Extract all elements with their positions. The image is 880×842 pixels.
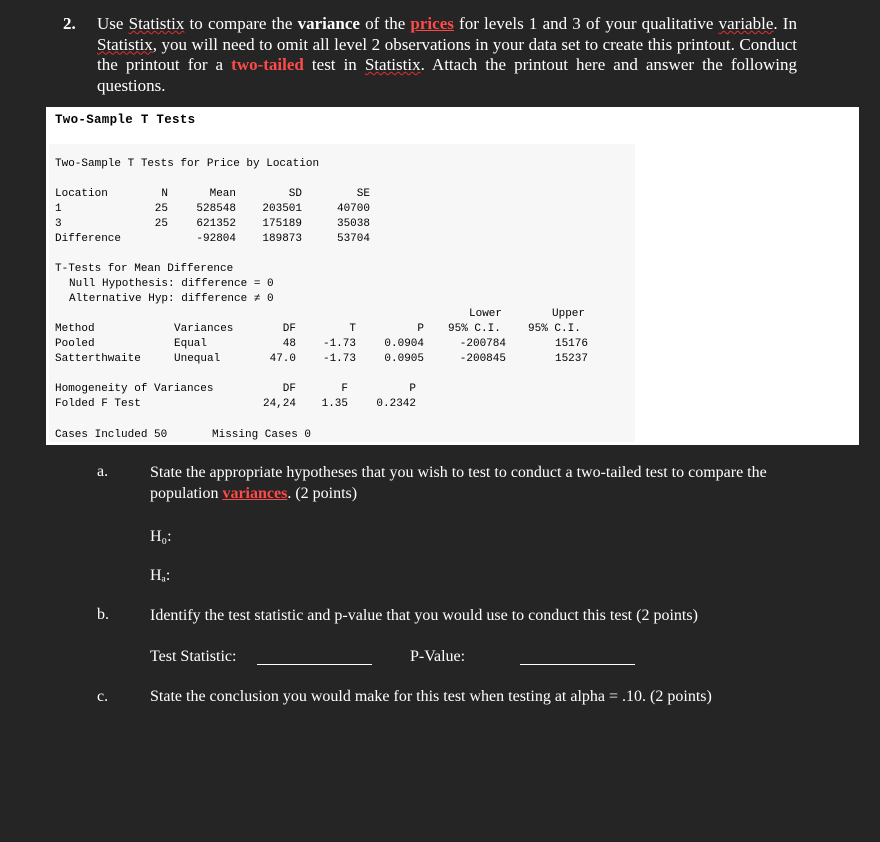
pvalue-blank[interactable] [520,650,635,665]
part-c-text: State the conclusion you would make for this test when testing at alpha = .10. (2 points) [150,688,712,705]
ci-upper-label: Upper [552,308,586,320]
part-c-letter: c. [97,688,109,705]
question-number: 2. [63,14,76,33]
col-mean: Mean [209,188,236,200]
homog-col-f: F [341,383,348,395]
null-hypothesis: Null Hypothesis: difference = 0 [69,278,274,290]
col-ci-lower: 95% C.I. [448,323,501,335]
col-t: T [349,323,356,335]
col-sd: SD [288,188,302,200]
printout-title: Two-Sample T Tests [55,113,196,127]
col-method: Method [55,323,95,335]
statistix-printout: Two-Sample T Tests Two-Sample T Tests for Price by Location Location N Mean SD SE 1 25 528548 203501 40700 3 25 621352 175189 35038 Difference -92804 189873 53704 T-Tests for Mean Difference Null Hypothesis: difference = 0 Alternative Hyp: difference ≠ 0 Lower Upper Method Variances DF T P 95% C.I. 95% C.I. Pooled Equal 48 -1.73 0.0904 -200784 15176 Satterthwaite Unequal 47.0 -1.73 0.0905 -200845 15237 Homogeneity of Variances DF F P Folded F Test 24,24 1.35 0.2342 Cases Included 50 Missing Cases 0 [46,107,859,445]
ttest-title: T-Tests for Mean Difference [55,263,234,275]
variance-word: variance [297,14,360,33]
col-variances: Variances [174,323,234,335]
test-statistic-blank[interactable] [257,650,372,665]
col-ci-upper: 95% C.I. [528,323,581,335]
part-a-letter: a. [97,463,109,480]
h0-label: H₀: [150,528,172,545]
alt-hypothesis: Alternative Hyp: difference ≠ 0 [69,293,274,305]
col-n: N [161,188,168,200]
homog-col-p: P [409,383,416,395]
missing-cases: Missing Cases 0 [212,429,312,441]
col-df: DF [282,323,296,335]
part-a-text: State the appropriate hypotheses that you wish to test to conduct a two-tailed test to compare the population variances. (2 points) [150,464,767,502]
two-tailed-word: two-tailed [231,55,304,74]
homogeneity-title: Homogeneity of Variances [55,383,214,395]
part-b-letter: b. [97,606,109,623]
statistix-word: Statistix [128,14,185,33]
col-location: Location [55,188,108,200]
prices-word: prices [410,14,454,33]
part-b-text: Identify the test statistic and p-value that you would use to conduct this test (2 points) [150,607,698,624]
variances-word: variances [222,485,288,502]
variable-word: variable [718,14,774,33]
col-p: P [417,323,424,335]
test-statistic-label: Test Statistic: [150,648,237,665]
ha-label: Hₐ: [150,567,171,584]
question-text: Use Statistix to compare the variance of the prices for levels 1 and 3 of your qualitative variable. In Statistix, you will need to omit all level 2 observations in your data set to create this printout. Conduct the printout for a two-tailed test in Statistix. Attach the printout here and answer the following questions. [97,14,797,95]
ci-lower-label: Lower [469,308,503,320]
printout-subtitle: Two-Sample T Tests for Price by Location [55,158,320,170]
pvalue-label: P-Value: [410,648,466,665]
col-se: SE [356,188,370,200]
homog-col-df: DF [282,383,296,395]
cases-included: Cases Included 50 [55,429,168,441]
